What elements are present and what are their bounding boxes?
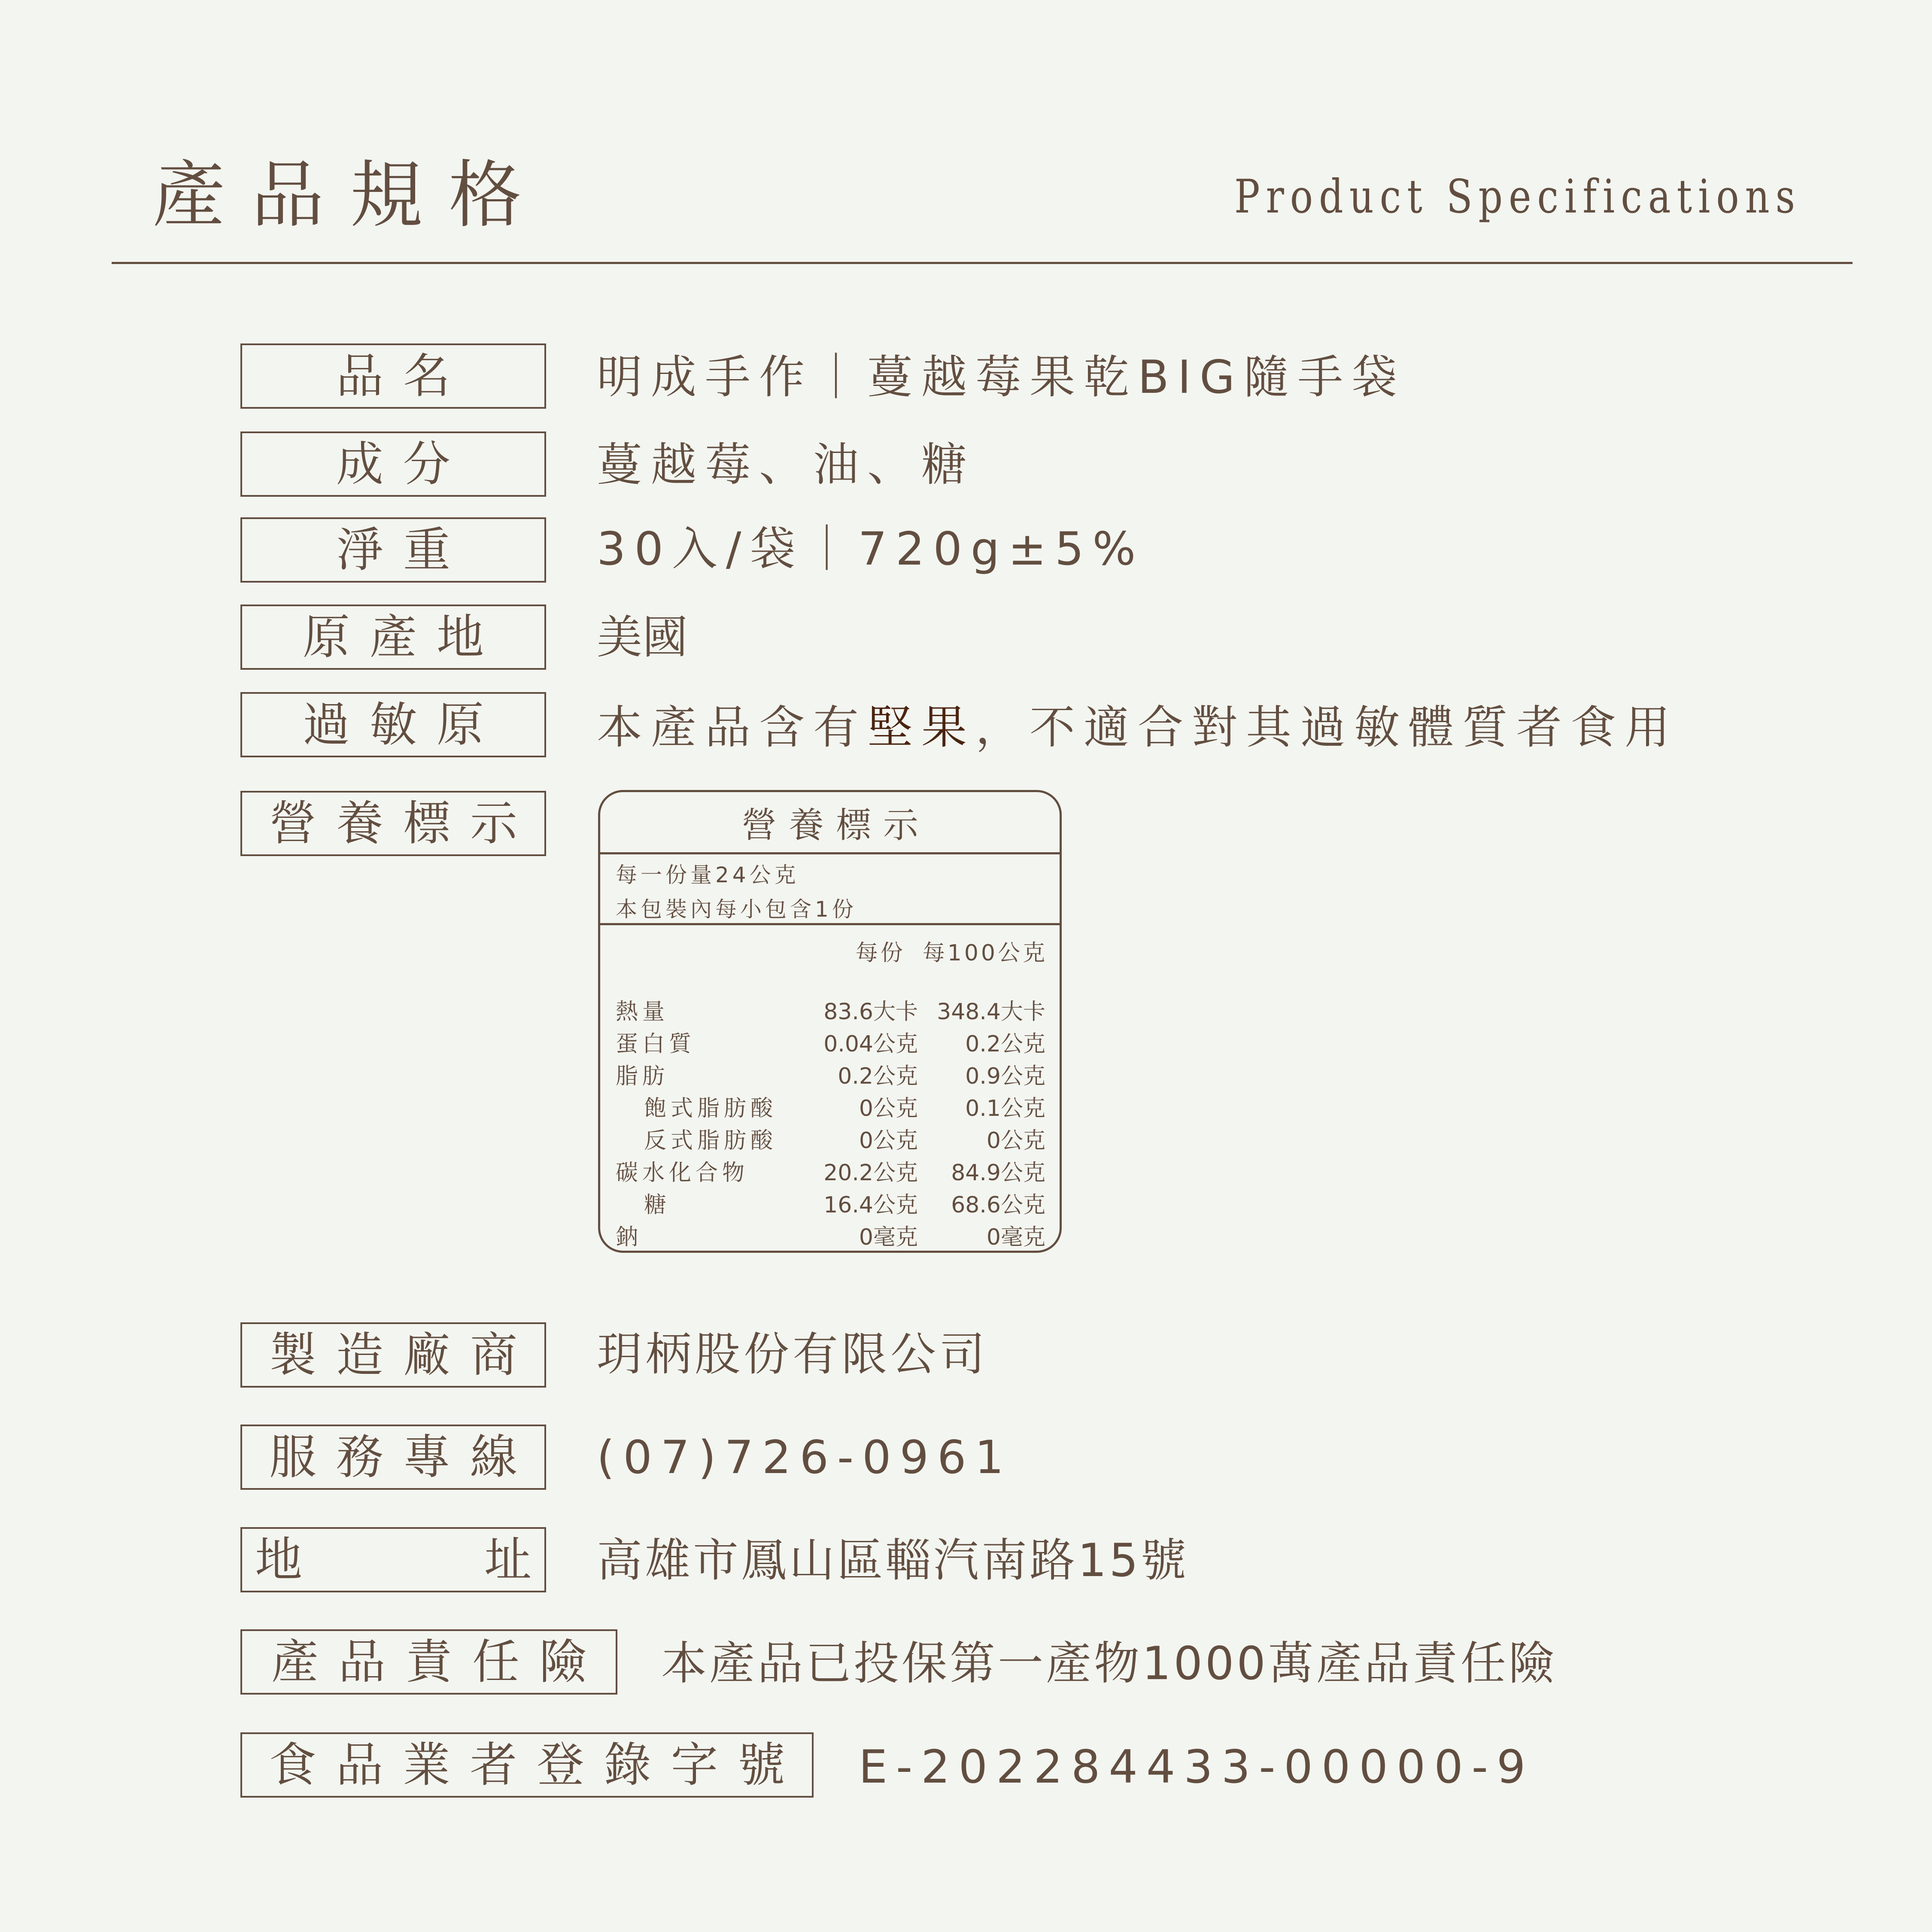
nutrient-name: 蛋白質	[616, 1031, 696, 1057]
nutrient-per-100g: 0.2公克	[965, 1031, 1045, 1057]
nutrition-row-sugar	[600, 1187, 1060, 1219]
label-text: 製造廠商	[269, 1327, 537, 1382]
nutrient-per-100g: 68.6公克	[951, 1192, 1045, 1218]
nutrient-name: 糖	[644, 1192, 671, 1218]
nutrition-row-protein	[600, 1026, 1060, 1058]
spec-value-service-line: (07)726-0961	[597, 1431, 1012, 1484]
label-text: 品名	[336, 349, 470, 404]
nutrient-per-serving: 0公克	[859, 1128, 918, 1154]
spec-value-liability-insurance: 本產品已投保第一產物1000萬產品責任險	[661, 1637, 1557, 1690]
nutrient-name: 脂肪	[616, 1063, 669, 1089]
label-text: 服務專線	[269, 1430, 537, 1485]
spec-label-net-weight	[240, 517, 546, 583]
nutrient-name: 飽式脂肪酸	[644, 1096, 778, 1121]
nutrition-row-trans-fat	[600, 1122, 1060, 1154]
spec-value-product-name: 明成手作｜蔓越莓果乾BIG隨手袋	[597, 351, 1406, 404]
nutrition-row-carbohydrate	[600, 1154, 1060, 1187]
spec-label-allergen	[240, 692, 546, 757]
nutrition-title: 營養標示	[600, 792, 1060, 854]
nutrition-row-energy	[600, 993, 1060, 1026]
servings-per-package: 本包裝內每小包含1份	[616, 897, 857, 922]
spec-label-address	[240, 1527, 546, 1592]
spec-label-liability-insurance	[240, 1629, 617, 1695]
label-text: 原產地	[303, 610, 504, 665]
nutrient-per-100g: 348.4大卡	[937, 999, 1045, 1025]
nutrient-name: 反式脂肪酸	[644, 1128, 778, 1154]
label-text: 產品責任險	[271, 1634, 606, 1689]
label-text-left: 地	[255, 1532, 302, 1587]
spec-label-service-line	[240, 1425, 546, 1490]
page-title: 產品規格	[152, 153, 548, 238]
spec-label-product-name	[240, 343, 546, 409]
nutrition-column-headers	[600, 925, 1060, 967]
spec-label-origin	[240, 605, 546, 670]
nutrition-row-fat	[600, 1058, 1060, 1090]
nutrition-row-sodium	[600, 1219, 1060, 1251]
nutrient-per-100g: 0.9公克	[965, 1063, 1045, 1089]
nutrient-per-serving: 83.6大卡	[823, 999, 918, 1025]
col-per-100g: 每100公克	[922, 940, 1048, 966]
nutrient-per-serving: 16.4公克	[823, 1192, 918, 1218]
label-text: 過敏原	[303, 697, 504, 752]
label-text: 營養標示	[269, 796, 537, 851]
nutrient-per-100g: 0.1公克	[965, 1096, 1045, 1121]
nutrient-per-serving: 0公克	[859, 1096, 918, 1121]
label-text: 成分	[336, 437, 470, 492]
nutrition-serving-info	[600, 854, 1060, 925]
label-text: 食品業者登錄字號	[269, 1738, 805, 1792]
label-text: 淨重	[336, 522, 470, 577]
spec-value-address: 高雄市鳳山區輜汽南路15號	[597, 1534, 1189, 1587]
allergen-suffix: ，不適合對其過敏體質者食用	[975, 701, 1679, 754]
spec-value-allergen	[597, 701, 1679, 754]
spec-value-manufacturer: 玥柄股份有限公司	[597, 1328, 988, 1381]
spec-value-ingredients: 蔓越莓、油、糖	[597, 438, 975, 491]
allergen-emphasis: 堅果	[867, 701, 975, 754]
nutrient-per-serving: 0.2公克	[838, 1063, 918, 1089]
page-subtitle-en: Product Specifications	[1234, 170, 1801, 224]
serving-size: 每一份量24公克	[616, 863, 799, 887]
spec-value-net-weight: 30入/袋｜720g±5%	[597, 522, 1145, 575]
nutrient-name: 熱量	[616, 999, 669, 1025]
nutrition-row-saturated-fat	[600, 1090, 1060, 1122]
nutrition-facts-panel	[598, 790, 1062, 1253]
spec-label-nutrition	[240, 791, 546, 856]
label-text-right: 址	[484, 1532, 532, 1587]
nutrient-per-100g: 0毫克	[986, 1224, 1045, 1250]
spec-label-manufacturer	[240, 1322, 546, 1388]
spec-label-ingredients	[240, 431, 546, 497]
spec-value-origin: 美國	[597, 611, 688, 664]
spec-label-food-registration	[240, 1732, 814, 1798]
nutrient-per-serving: 0.04公克	[823, 1031, 918, 1057]
spec-value-food-registration: E-202284433-00000-9	[859, 1741, 1534, 1793]
nutrition-rows	[600, 993, 1060, 1251]
nutrient-name: 碳水化合物	[616, 1160, 749, 1186]
nutrient-per-100g: 84.9公克	[951, 1160, 1045, 1186]
nutrient-name: 鈉	[616, 1224, 643, 1250]
header-divider	[112, 262, 1853, 264]
allergen-prefix: 本產品含有	[597, 701, 867, 754]
nutrient-per-serving: 20.2公克	[823, 1160, 918, 1186]
col-per-serving: 每份	[855, 940, 905, 966]
nutrient-per-100g: 0公克	[986, 1128, 1045, 1154]
nutrient-per-serving: 0毫克	[859, 1224, 918, 1250]
